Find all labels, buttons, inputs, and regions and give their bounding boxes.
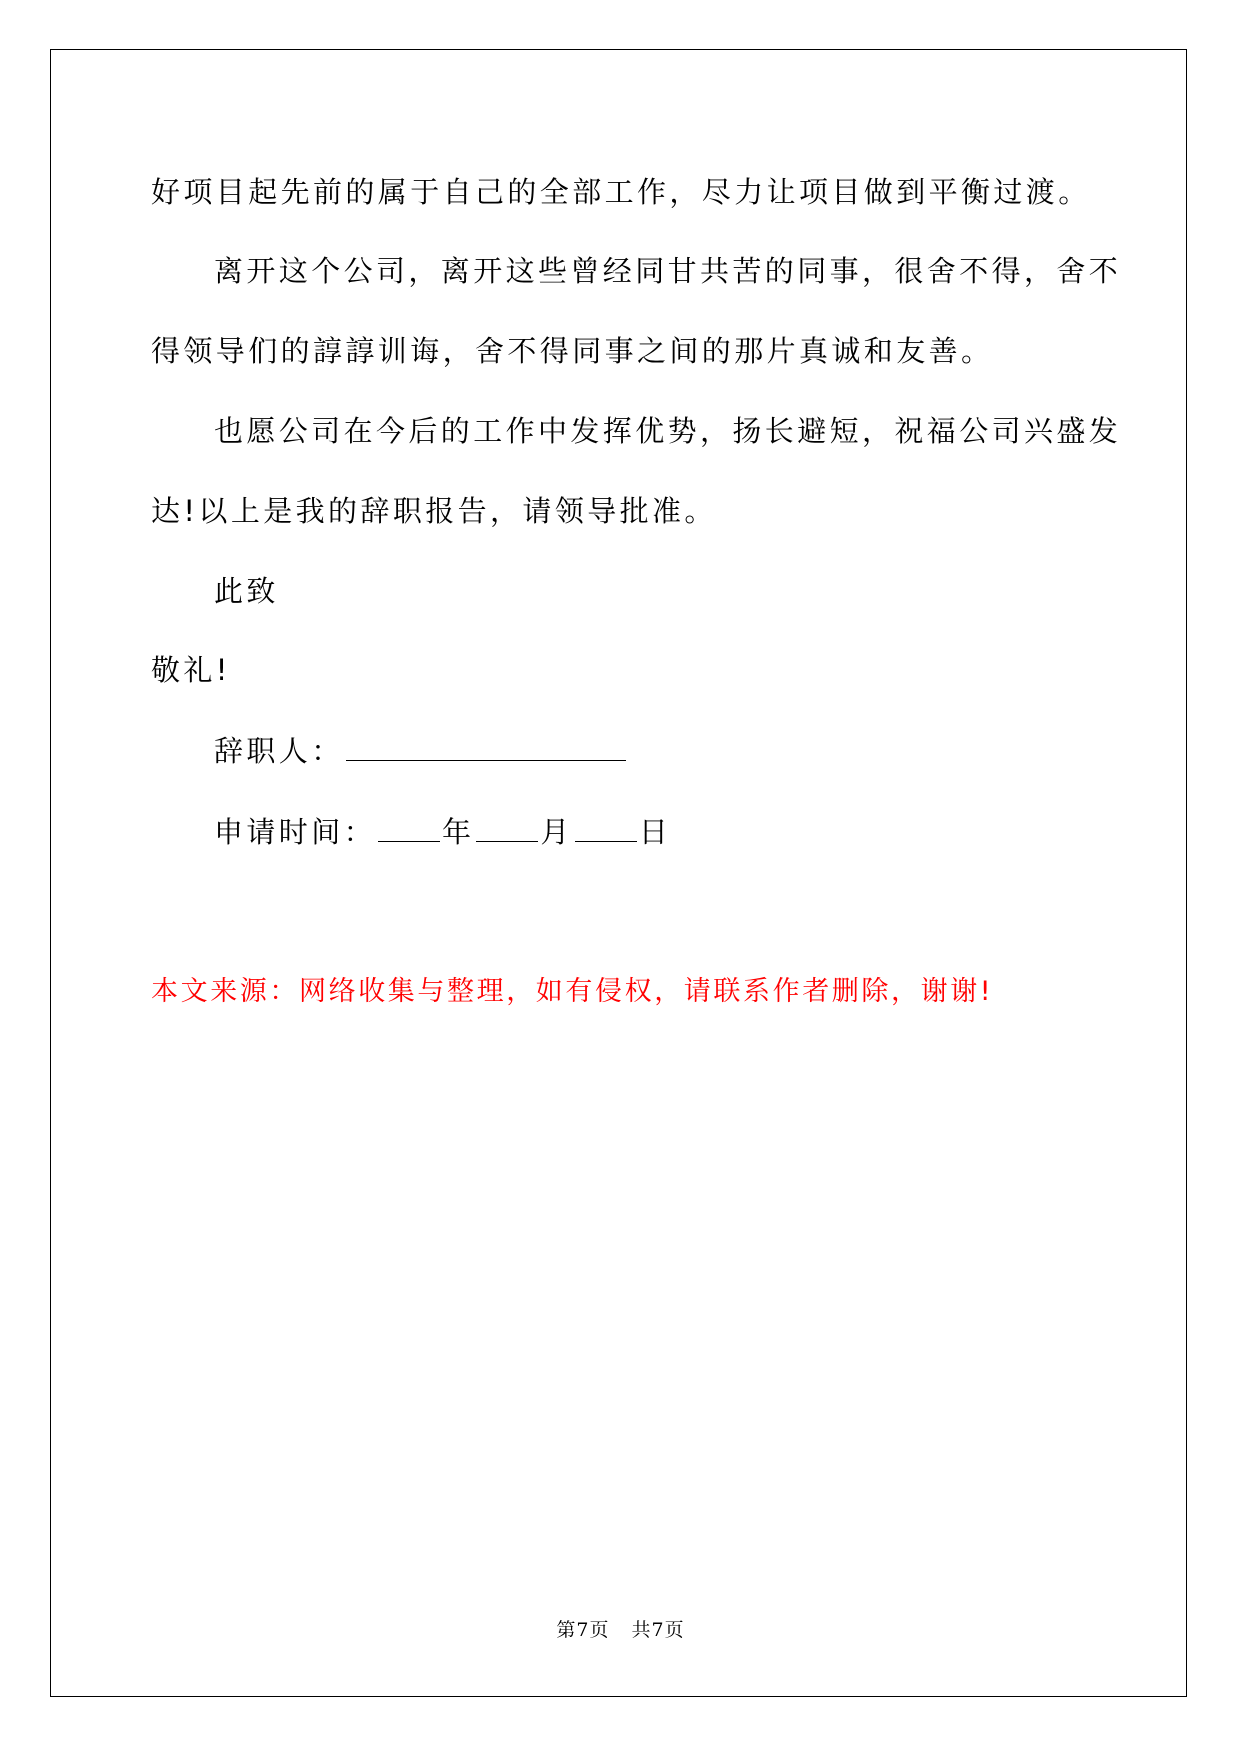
date-line bbox=[214, 811, 671, 852]
source-note: 本文来源：网络收集与整理，如有侵权，请联系作者删除，谢谢! bbox=[151, 976, 994, 1007]
paragraph-line: 离开这个公司，离开这些曾经同甘共苦的同事，很舍不得，舍不 bbox=[214, 254, 1122, 288]
resigner-blank bbox=[346, 730, 626, 761]
paragraph-line: 达!以上是我的辞职报告，请领导批准。 bbox=[151, 494, 717, 528]
page-total: 共7页 bbox=[631, 1619, 685, 1641]
page-border bbox=[50, 49, 1187, 1697]
page-footer bbox=[0, 1618, 1241, 1642]
day-blank bbox=[575, 811, 637, 842]
year-blank bbox=[378, 811, 440, 842]
year-label: 年 bbox=[442, 815, 475, 849]
day-label: 日 bbox=[638, 815, 672, 849]
paragraph-line: 好项目起先前的属于自己的全部工作，尽力让项目做到平衡过渡。 bbox=[151, 175, 1091, 209]
date-label: 申请时间： bbox=[214, 815, 377, 849]
page-current: 第7页 bbox=[556, 1619, 610, 1641]
resigner-line bbox=[214, 730, 626, 771]
paragraph-line: 也愿公司在今后的工作中发挥优势，扬长避短，祝福公司兴盛发 bbox=[214, 414, 1122, 448]
month-blank bbox=[476, 811, 538, 842]
month-label: 月 bbox=[540, 815, 573, 849]
resigner-label: 辞职人： bbox=[214, 734, 344, 768]
paragraph-line: 得领导们的諄諄训诲，舍不得同事之间的那片真诚和友善。 bbox=[151, 334, 994, 368]
closing-greeting: 此致 bbox=[214, 574, 279, 608]
closing-salute: 敬礼! bbox=[151, 653, 231, 687]
